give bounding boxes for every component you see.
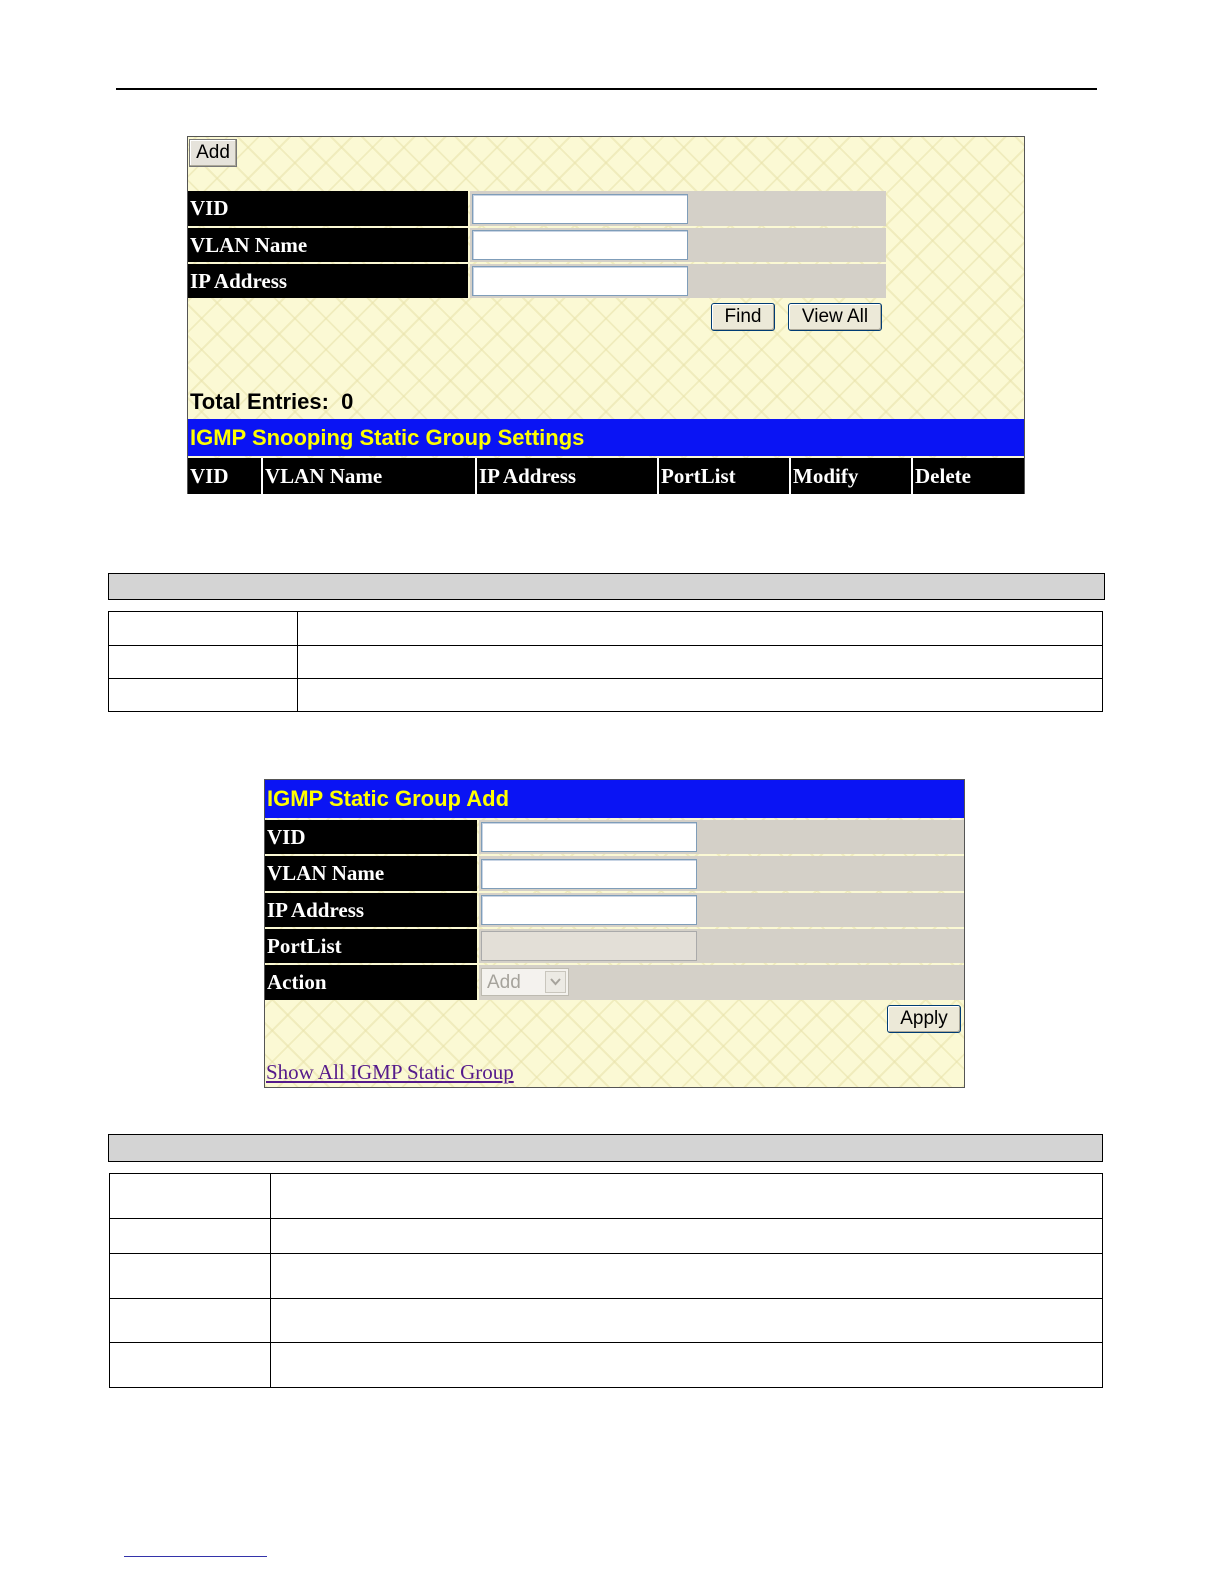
chevron-down-icon[interactable] [545,971,566,993]
column-header-label: IP Address [479,463,577,488]
table-row [110,1254,1103,1299]
table-cell [271,1299,1103,1343]
find-button[interactable]: Find [711,303,775,331]
column-header-label: PortList [661,463,736,488]
vlan-name-label-cell [188,228,468,262]
vid-label-cell [188,191,468,226]
table-row [110,1174,1103,1219]
column-ip-address [477,458,657,494]
view-all-button[interactable]: View All [788,303,882,331]
ip-address-label-cell [265,893,477,927]
header-rule [116,88,1097,90]
column-header-label: VID [190,463,229,488]
table-cell [109,646,298,679]
table-cell [110,1299,271,1343]
table-cell [109,679,298,712]
vid-label: VID [190,196,229,220]
vid-label: VID [267,824,306,849]
igmp-static-group-list-panel [187,136,1025,494]
total-entries [190,389,353,415]
show-all-igmp-static-group-link[interactable]: Show All IGMP Static Group [266,1060,514,1084]
action-select-value: Add [487,972,521,993]
table-cell [110,1254,271,1299]
table-row [110,1299,1103,1343]
ip-address-label: IP Address [267,897,365,922]
table-cell [271,1343,1103,1388]
table-cell [109,612,298,646]
portlist-label-cell [265,929,477,963]
table-cell [271,1254,1103,1299]
table-row [109,646,1103,679]
total-entries-label: Total Entries: [190,389,329,414]
vid-label-cell [265,820,477,854]
action-select-cell [479,965,964,1000]
apply-button[interactable]: Apply [887,1005,961,1033]
table-title-bar [188,419,1024,456]
action-label-cell [265,965,477,1000]
table-row [109,679,1103,712]
table-cell [110,1174,271,1219]
ip-address-input[interactable] [472,266,688,296]
portlist-label: PortList [267,933,342,958]
table-cell [298,679,1103,712]
add-panel-title: IGMP Static Group Add [267,786,510,811]
table-cell [271,1219,1103,1254]
table-cell [110,1219,271,1254]
doc-table-2-header [108,1134,1103,1162]
column-header-label: VLAN Name [265,463,383,488]
column-portlist [659,458,789,494]
table-cell [271,1174,1103,1219]
table-title: IGMP Snooping Static Group Settings [190,424,585,450]
column-vlan-name [263,458,475,494]
column-header-label: Modify [793,463,859,488]
portlist-input[interactable] [481,931,697,961]
doc-table-1-header [108,573,1105,600]
doc-table-2 [109,1173,1103,1388]
column-delete [913,458,1024,494]
column-modify [791,458,911,494]
vid-input-cell [470,191,886,226]
ip-address-input[interactable] [481,895,697,925]
ip-address-input-cell [479,893,964,927]
portlist-input-cell [479,929,964,963]
vid-input[interactable] [472,194,688,224]
column-header-label: Delete [915,463,971,488]
vlan-name-input-cell [470,228,886,262]
table-row [109,612,1103,646]
vlan-name-label-cell [265,856,477,891]
total-entries-value: 0 [341,389,354,414]
vlan-name-input[interactable] [472,230,688,260]
table-cell [298,646,1103,679]
ip-address-label: IP Address [190,268,288,293]
vlan-name-label: VLAN Name [190,232,308,257]
igmp-static-group-add-panel [264,779,965,1088]
footer-rule [124,1556,267,1557]
table-cell [298,612,1103,646]
table-row [110,1343,1103,1388]
table-header-row [188,458,1024,494]
action-select[interactable] [481,968,569,996]
table-row [110,1219,1103,1254]
vlan-name-input[interactable] [481,859,697,889]
ip-address-input-cell [470,264,886,298]
add-button[interactable]: Add [189,139,237,167]
table-cell [110,1343,271,1388]
action-label: Action [267,970,327,994]
add-panel-title-bar [265,780,964,818]
vlan-name-label: VLAN Name [267,861,385,885]
vid-input[interactable] [481,822,697,852]
vid-input-cell [479,820,964,854]
doc-table-1 [108,611,1103,712]
vlan-name-input-cell [479,856,964,891]
ip-address-label-cell [188,264,468,298]
column-vid [188,458,261,494]
